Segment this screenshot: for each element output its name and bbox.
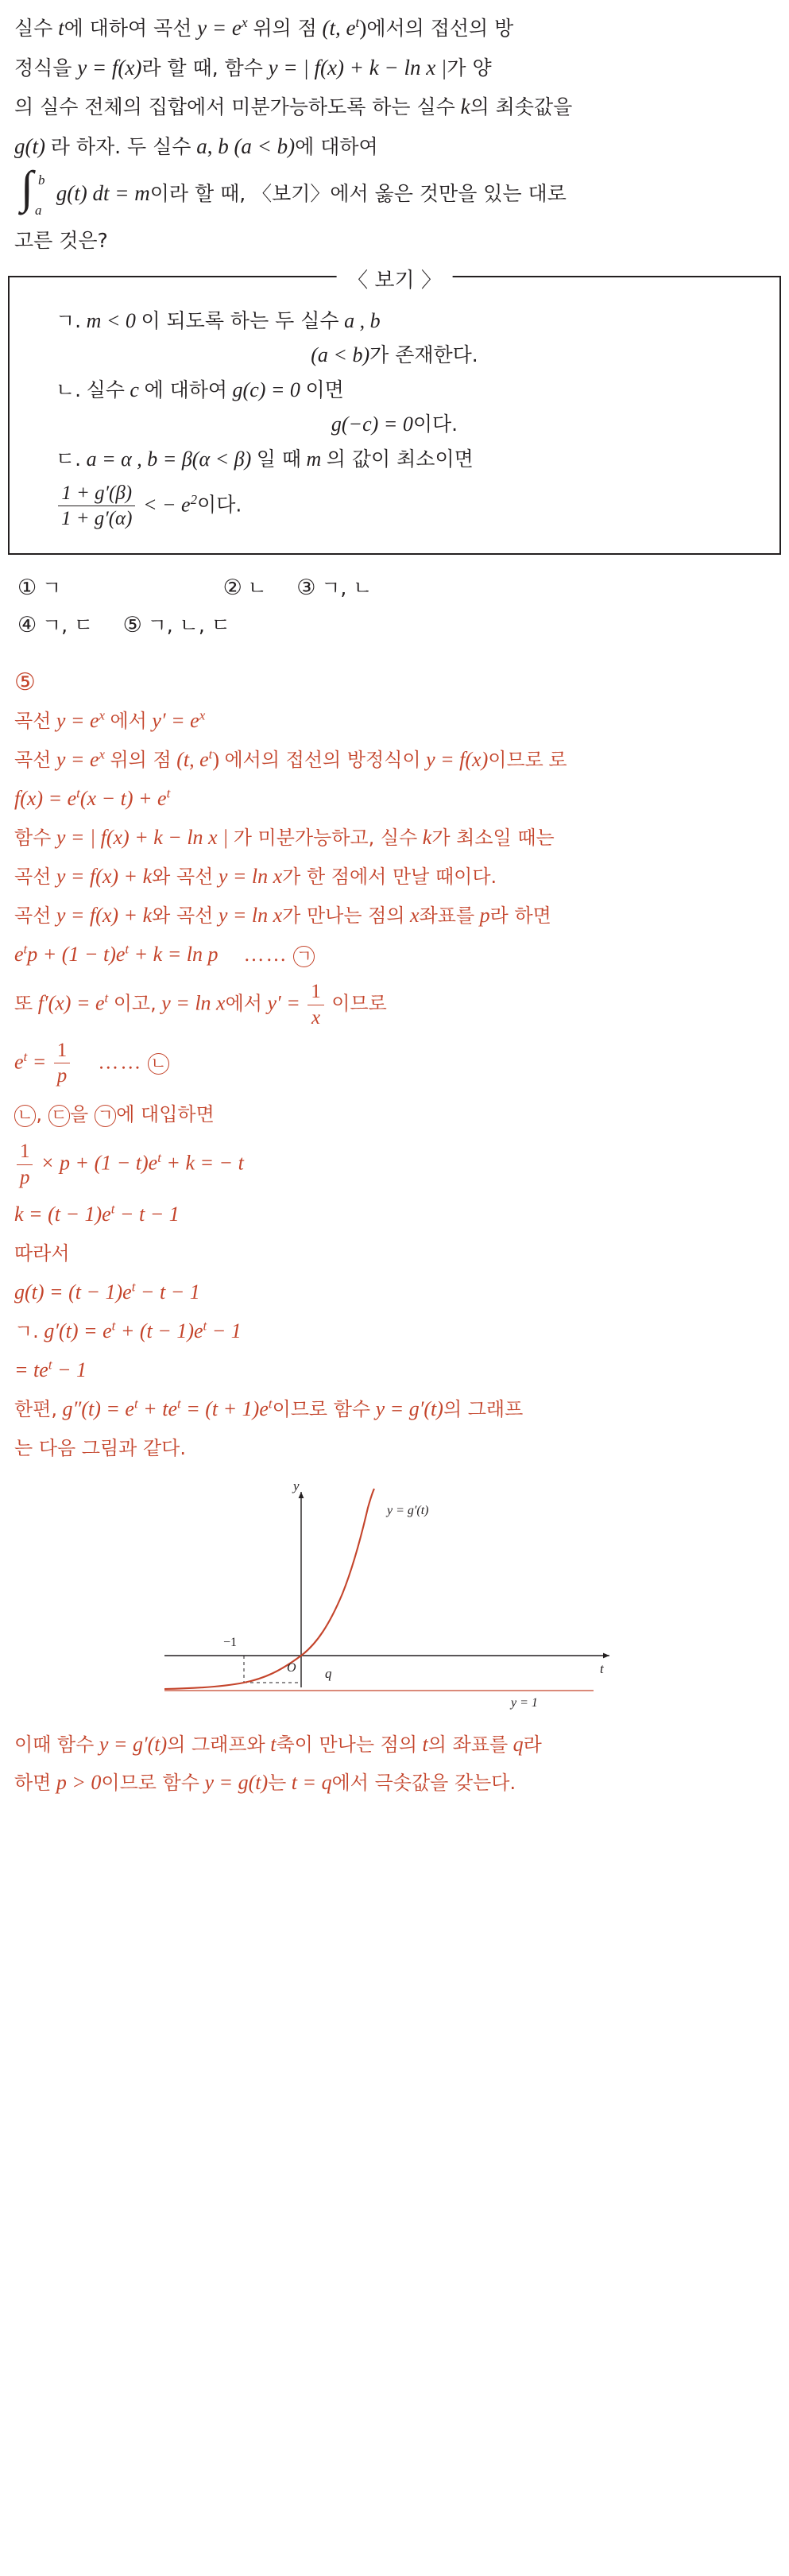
comma: , bbox=[207, 134, 213, 159]
q-text: 위의 점 bbox=[253, 17, 317, 40]
solution-line-15 bbox=[14, 1315, 775, 1348]
sol-eq-15: g′(t) = e bbox=[44, 1319, 112, 1342]
bogi-item-3-exp: 2 bbox=[190, 491, 198, 507]
sol-text: 와 곡선 bbox=[152, 865, 214, 888]
g-of-t: g(t) bbox=[14, 134, 45, 159]
solution-line-16 bbox=[14, 1354, 775, 1387]
sol-exp: t bbox=[176, 1396, 181, 1412]
choice-5-number[interactable]: ⑤ bbox=[122, 613, 142, 638]
fraction-denominator: p bbox=[20, 1166, 30, 1188]
sol-text: 이고, bbox=[113, 992, 157, 1015]
sol-math: y = ln x bbox=[218, 864, 283, 888]
closing-math: y = g′(t) bbox=[99, 1733, 168, 1757]
choice-1-number[interactable]: ① bbox=[17, 575, 37, 601]
sol-eq-11b: + k = − t bbox=[161, 1151, 244, 1175]
solution-body bbox=[0, 696, 789, 1466]
closing-math: t bbox=[422, 1733, 428, 1757]
marker-circle-a: ㄱ bbox=[293, 946, 315, 967]
integral-glyph: ∫ bbox=[21, 161, 33, 213]
question-stem bbox=[0, 0, 789, 258]
q-text: 에 대하여 곡선 bbox=[64, 17, 192, 40]
sol-math: y = ln x bbox=[218, 904, 283, 928]
graph-svg bbox=[117, 1474, 673, 1713]
choice-row-1 bbox=[17, 569, 775, 606]
sol-exp: t bbox=[166, 785, 171, 801]
sol-exp: t bbox=[157, 1150, 161, 1166]
q-text: 라 할 때, 함수 bbox=[141, 56, 263, 79]
sol-exp: t bbox=[125, 941, 130, 957]
bogi-item-3-fraction bbox=[58, 482, 135, 531]
sol-text: 따라서 bbox=[14, 1242, 70, 1265]
var-t: t bbox=[58, 16, 64, 40]
sol-fraction-1-over-x bbox=[307, 981, 323, 1029]
closing-math: t bbox=[270, 1733, 277, 1757]
choice-4-label[interactable]: ㄱ, ㄷ bbox=[41, 614, 94, 637]
fraction-denominator: p bbox=[56, 1065, 68, 1087]
sol-text: 가 한 점에서 만날 때이다. bbox=[282, 865, 497, 888]
solution-line-8 bbox=[14, 981, 775, 1029]
sol-math: = (t + 1)e bbox=[186, 1397, 269, 1421]
bogi-item-1-line-2 bbox=[27, 339, 762, 372]
solution-line-3 bbox=[14, 782, 775, 815]
marker-circle-c: ㄷ bbox=[48, 1105, 70, 1126]
sol-exp: t bbox=[110, 1200, 115, 1216]
solution-line-6 bbox=[14, 899, 775, 932]
abs-fn: y = | f(x) + k − ln x | bbox=[268, 55, 447, 79]
sol-text: 가 만나는 점의 bbox=[282, 905, 405, 928]
sol-text: 곡선 bbox=[14, 865, 52, 888]
sol-math: p bbox=[479, 904, 490, 928]
choice-row-2 bbox=[17, 606, 775, 644]
var-b: b bbox=[218, 134, 229, 159]
sol-math: y′ = e bbox=[152, 708, 199, 732]
closing-line-2 bbox=[14, 1766, 775, 1799]
point-expr: (t, e bbox=[322, 16, 356, 40]
sol-eq-12: k = (t − 1)e bbox=[14, 1202, 111, 1226]
a-lt-b: (a < b) bbox=[234, 134, 296, 159]
bogi-item-3-var: m bbox=[306, 447, 322, 471]
sol-math: x bbox=[410, 904, 420, 928]
bogi-item-1-line-1 bbox=[27, 304, 762, 338]
q-text: 의 최솟값을 bbox=[470, 95, 573, 119]
sol-math: + te bbox=[143, 1397, 177, 1421]
closing-text: 의 좌표를 bbox=[427, 1733, 509, 1757]
sol-eq-12b: − t − 1 bbox=[114, 1202, 180, 1226]
sol-eq-16: = te bbox=[14, 1358, 48, 1381]
fraction-numerator: 1 bbox=[54, 1040, 70, 1064]
fraction-numerator: 1 bbox=[307, 981, 323, 1005]
asymptote-label: y = 1 bbox=[510, 1696, 538, 1710]
sol-math: ) bbox=[212, 747, 219, 771]
sol-fraction-1-over-p-2 bbox=[17, 1141, 33, 1189]
y-axis-arrow bbox=[298, 1492, 304, 1498]
closing-text: 하면 bbox=[14, 1772, 52, 1795]
integral-body: g(t) dt = m bbox=[56, 181, 150, 206]
sol-text: 곡선 bbox=[14, 748, 52, 771]
solution-line-11 bbox=[14, 1141, 775, 1189]
sol-text: 이므로 bbox=[488, 748, 543, 771]
bogi-item-1-math: m < 0 bbox=[86, 308, 136, 332]
sol-text: 한편, bbox=[14, 1398, 57, 1421]
choice-4-number[interactable]: ④ bbox=[17, 613, 37, 638]
sol-text: 에서의 접선의 방정식이 bbox=[224, 748, 421, 771]
bogi-item-2-text-a: 실수 bbox=[86, 378, 125, 401]
sol-exp: t bbox=[111, 1318, 116, 1334]
sol-math: y = e bbox=[56, 708, 99, 732]
q-text: 실수 bbox=[14, 17, 53, 40]
bogi-item-3-text-b: 의 값이 최소이면 bbox=[326, 447, 474, 471]
sol-exp: t bbox=[203, 1318, 207, 1334]
sol-text: 위의 점 bbox=[110, 748, 172, 771]
bogi-item-2-line-2 bbox=[27, 408, 762, 441]
var-a: a bbox=[196, 134, 207, 159]
closing-math: p > 0 bbox=[56, 1771, 102, 1795]
var-k: k bbox=[460, 95, 470, 119]
bogi-item-2-var: c bbox=[130, 378, 139, 401]
sol-math: y = f(x) + k bbox=[56, 904, 153, 928]
sol-math: g″(t) = e bbox=[62, 1397, 134, 1421]
q-text: 에서의 접선의 방 bbox=[366, 17, 514, 40]
sol-exp: t bbox=[104, 990, 109, 1006]
fraction-numerator: 1 + g′(β) bbox=[58, 482, 135, 507]
q-text: 에 대하여 bbox=[295, 135, 378, 159]
choice-list bbox=[0, 555, 789, 645]
sol-text: , bbox=[36, 1103, 48, 1126]
sol-eq-7c: + k = ln p bbox=[129, 943, 219, 966]
sol-text: 에 대입하면 bbox=[116, 1103, 215, 1126]
t-axis-label: t bbox=[599, 1661, 604, 1677]
point-exp: t bbox=[355, 14, 360, 30]
sol-text: 좌표를 bbox=[419, 905, 475, 928]
sol-exp: t bbox=[268, 1396, 273, 1412]
q-text: 가 양 bbox=[447, 56, 492, 79]
y-axis-label: y bbox=[292, 1478, 300, 1494]
bogi-item-3-tail: < − e bbox=[142, 493, 191, 517]
sol-eq-9: e bbox=[14, 1050, 24, 1074]
sol-exp: t bbox=[23, 1048, 28, 1064]
sol-text: 가 최소일 때는 bbox=[431, 826, 555, 849]
bogi-item-2-label: ㄴ. bbox=[56, 378, 82, 401]
bogi-title: 〈 보기 〉 bbox=[336, 264, 453, 293]
sol-text: 곡선 bbox=[14, 905, 52, 928]
integral-upper: b bbox=[38, 172, 45, 188]
q-text: 의 실수 전체의 집합에서 미분가능하도록 하는 실수 bbox=[14, 95, 455, 119]
sol-text: 라 하면 bbox=[489, 905, 551, 928]
answer-key: ⑤ bbox=[14, 668, 36, 696]
point-close: ) bbox=[359, 16, 367, 40]
integral-lower: a bbox=[35, 202, 42, 218]
sol-eq-14: g(t) = (t − 1)e bbox=[14, 1280, 132, 1303]
closing-text: 이때 함수 bbox=[14, 1733, 95, 1757]
sol-exp: t bbox=[48, 1357, 52, 1373]
sol-math: y = f(x) bbox=[426, 747, 489, 771]
sol-text: 의 그래프 bbox=[443, 1398, 524, 1421]
bogi-item-1-math2: (a < b) bbox=[311, 343, 370, 367]
question-line-1 bbox=[14, 11, 775, 46]
solution-line-5 bbox=[14, 860, 775, 893]
fraction-numerator: 1 bbox=[17, 1141, 33, 1165]
integral-symbol bbox=[14, 161, 51, 219]
origin-label: O bbox=[286, 1661, 296, 1675]
sol-text: 와 곡선 bbox=[152, 905, 214, 928]
solution-line-13 bbox=[14, 1237, 775, 1270]
sol-exp: t bbox=[76, 785, 80, 801]
fraction-denominator: x bbox=[311, 1006, 321, 1028]
sol-text: 을 bbox=[70, 1103, 95, 1126]
sol-eq-11: × p + (1 − t)e bbox=[40, 1151, 158, 1175]
choice-3-label[interactable]: ㄱ, ㄴ bbox=[321, 576, 373, 600]
sol-text: 이므로 bbox=[331, 992, 387, 1015]
curve-exp: x bbox=[241, 14, 248, 30]
q-label: q bbox=[324, 1666, 331, 1682]
sol-exp: x bbox=[99, 746, 105, 761]
solution-line-4 bbox=[14, 821, 775, 854]
sol-eq-16b: − 1 bbox=[52, 1358, 87, 1381]
curve-eq: y = e bbox=[197, 16, 242, 40]
graph-figure bbox=[117, 1474, 673, 1717]
solution-line-10 bbox=[14, 1098, 775, 1131]
q-text: 정식을 bbox=[14, 56, 72, 79]
solution-line-14 bbox=[14, 1276, 775, 1309]
curve-label: y = g′(t) bbox=[386, 1504, 428, 1518]
minus-one-label: −1 bbox=[222, 1636, 237, 1650]
closing-math: t = q bbox=[291, 1771, 332, 1795]
bogi-item-2-text-c: 이면 bbox=[305, 378, 344, 401]
q-text: 라 하자. 두 실수 bbox=[50, 135, 191, 159]
sol-eq-9b: = bbox=[27, 1050, 52, 1074]
sol-exp: t bbox=[23, 941, 28, 957]
solution-line-18 bbox=[14, 1431, 775, 1465]
bogi-item-3-math: a = α , b = β(α < β) bbox=[86, 447, 252, 471]
bogi-item-3-line-2 bbox=[27, 482, 762, 531]
fraction-denominator: 1 + g′(α) bbox=[61, 508, 133, 530]
question-line-2 bbox=[14, 51, 775, 86]
sol-math: y = ln x bbox=[161, 991, 226, 1015]
sol-eq-7b: p + (1 − t)e bbox=[27, 943, 126, 966]
sol-exp: x bbox=[199, 707, 206, 722]
curve-g-prime bbox=[164, 1489, 374, 1689]
choice-2-number[interactable]: ② bbox=[222, 575, 242, 601]
sol-eq-15c: − 1 bbox=[207, 1319, 242, 1342]
sol-math: y = f(x) + k bbox=[56, 864, 153, 888]
bogi-item-1-label: ㄱ. bbox=[56, 308, 82, 332]
q-text: 이라 할 때, 〈보기〉에서 옳은 것만을 있는 대로 bbox=[149, 182, 567, 206]
bogi-item-2-line-1 bbox=[27, 374, 762, 407]
sol-eq-14b: − t − 1 bbox=[135, 1280, 200, 1303]
sol-math: (t, e bbox=[176, 747, 209, 771]
marker-circle-a: ㄱ bbox=[95, 1105, 116, 1126]
choice-2-label[interactable]: ㄴ bbox=[247, 576, 267, 600]
marker-circle-b: ㄴ bbox=[148, 1053, 169, 1075]
sol-text: 함수 bbox=[14, 826, 52, 849]
closing-text: 는 bbox=[268, 1772, 287, 1795]
closing-text: 에서 극솟값을 갖는다. bbox=[331, 1772, 516, 1795]
sol-eq-15b: + (t − 1)e bbox=[115, 1319, 203, 1342]
closing-text: 의 그래프와 bbox=[167, 1733, 265, 1757]
closing-math: q bbox=[512, 1733, 524, 1757]
question-line-6 bbox=[14, 223, 775, 258]
bogi-item-1-text2: 가 존재한다. bbox=[369, 343, 478, 367]
sol-text-wrap: 로 bbox=[548, 748, 567, 771]
solution-line-1 bbox=[14, 704, 775, 738]
sol-text: 는 다음 그림과 같다. bbox=[14, 1437, 186, 1460]
fx-eq: y = f(x) bbox=[77, 55, 142, 79]
choice-5-label[interactable]: ㄱ, ㄴ, ㄷ bbox=[147, 614, 230, 637]
sol-math: y = g′(t) bbox=[375, 1397, 443, 1421]
sol-exp: t bbox=[133, 1396, 138, 1412]
solution-line-7 bbox=[14, 938, 775, 971]
sol-text: 에서 bbox=[225, 992, 262, 1015]
solution-line-17 bbox=[14, 1393, 775, 1426]
sol-math: f′(x) = e bbox=[37, 991, 105, 1015]
choice-1-label[interactable]: ㄱ bbox=[41, 576, 62, 600]
t-axis-arrow bbox=[603, 1653, 609, 1659]
choice-3-number[interactable]: ③ bbox=[296, 575, 316, 601]
solution-line-12 bbox=[14, 1198, 775, 1231]
bogi-item-2-math2: g(−c) = 0 bbox=[331, 413, 413, 436]
sol-text: 이므로 함수 bbox=[272, 1398, 371, 1421]
closing-text: 이므로 함수 bbox=[101, 1772, 199, 1795]
q-text: 고른 것은? bbox=[14, 228, 108, 252]
closing-line-1 bbox=[14, 1728, 775, 1761]
closing-text bbox=[0, 1717, 789, 1828]
bogi-item-3-line-1 bbox=[27, 443, 762, 476]
bogi-item-2-text-b: 에 대하여 bbox=[144, 378, 228, 401]
sol-math: y = | f(x) + k − ln x | bbox=[56, 825, 229, 849]
bogi-item-2-text2: 이다. bbox=[412, 413, 458, 436]
question-line-4 bbox=[14, 130, 775, 165]
bogi-item-3-text2: 이다. bbox=[197, 493, 242, 517]
sol-math: k bbox=[422, 825, 432, 849]
sol-text: 가 미분가능하고, 실수 bbox=[233, 826, 418, 849]
bogi-item-3-text-a: 일 때 bbox=[256, 447, 302, 471]
sol-eq-fx: f(x) = e bbox=[14, 786, 77, 810]
question-line-5 bbox=[14, 161, 775, 219]
solution-line-9 bbox=[14, 1040, 775, 1088]
marker-circle-b: ㄴ bbox=[14, 1105, 36, 1126]
solution-line-2 bbox=[14, 743, 775, 777]
bogi-box bbox=[8, 268, 781, 555]
sol-dots: …… bbox=[77, 1050, 143, 1074]
closing-text: 라 bbox=[523, 1733, 542, 1757]
sol-exp: x bbox=[99, 707, 105, 722]
sol-math: y′ = bbox=[267, 991, 300, 1015]
closing-text: 축이 만나는 점의 bbox=[276, 1733, 418, 1757]
sol-exp: t bbox=[131, 1279, 136, 1295]
sol-dots: …… bbox=[222, 943, 288, 966]
sol-text: 곡선 bbox=[14, 709, 52, 732]
sol-eq-7: e bbox=[14, 943, 24, 966]
sol-fraction-1-over-p bbox=[54, 1040, 70, 1088]
sol-eq-fx-rest: (x − t) + e bbox=[79, 786, 167, 810]
bogi-item-1-vars: a , b bbox=[344, 308, 381, 332]
sol-math: y = e bbox=[56, 747, 99, 771]
bogi-item-2-math: g(c) = 0 bbox=[232, 378, 300, 401]
question-line-3 bbox=[14, 90, 775, 125]
bogi-item-1-text: 이 되도록 하는 두 실수 bbox=[141, 308, 339, 332]
sol-text: 또 bbox=[14, 992, 33, 1015]
sol-item-label: ㄱ. bbox=[14, 1319, 39, 1342]
closing-math: y = g(t) bbox=[204, 1771, 269, 1795]
sol-text: 에서 bbox=[110, 709, 147, 732]
bogi-item-3-label: ㄷ. bbox=[56, 447, 82, 471]
sol-exp: t bbox=[208, 746, 213, 761]
